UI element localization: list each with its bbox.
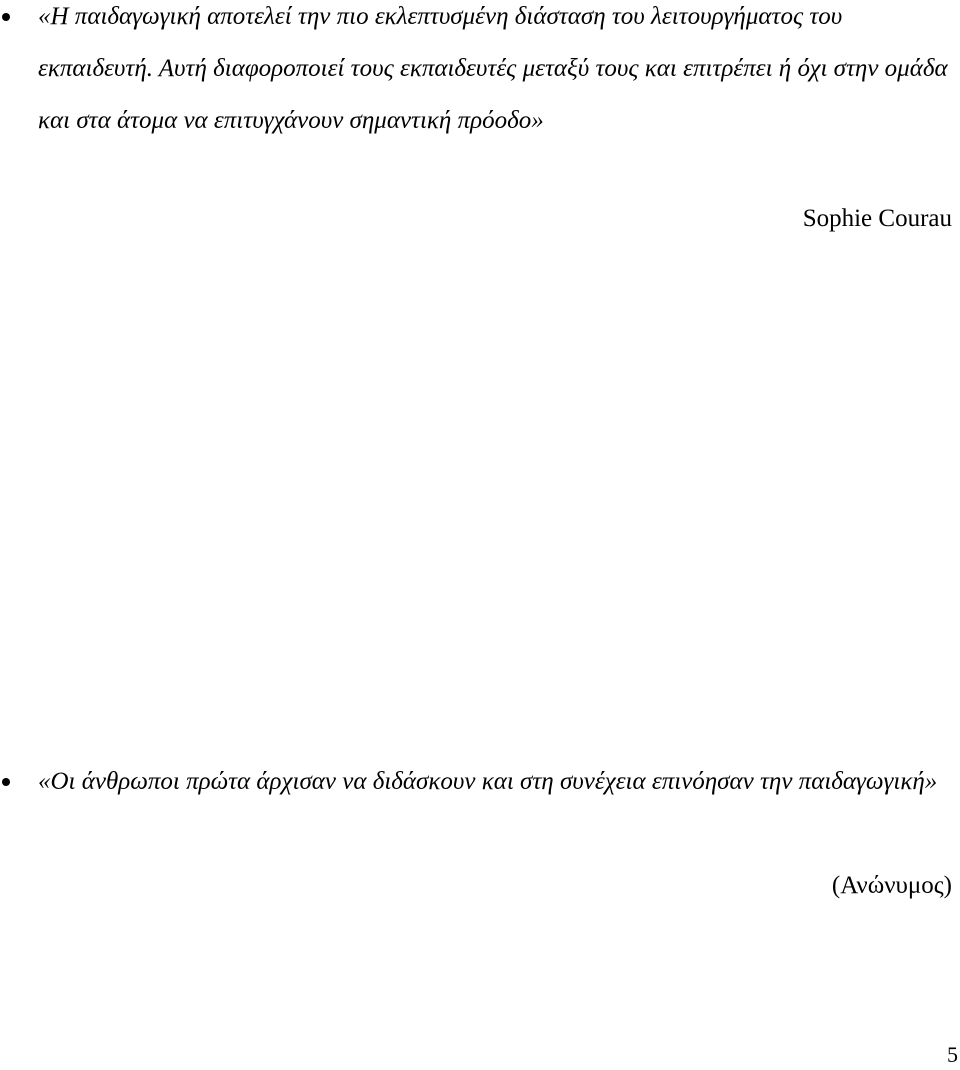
quote-text: «Η παιδαγωγική αποτελεί την πιο εκλεπτυσμένη διάσταση του λειτουργήματος του εκπαιδευτή. Αυτή διαφοροποιεί τους εκπαιδευτές μεταξύ τους και επιτρέπει ή όχι στην ομάδα και στα άτομα να επιτυγχάνουν σημαντική πρόοδο» (38, 3, 948, 134)
quote-text: «Οι άνθρωποι πρώτα άρχισαν να διδάσκουν και στη συνέχεια επινόησαν την παιδαγωγική» (38, 768, 938, 795)
bullet-icon (2, 778, 10, 786)
page-number: 5 (947, 1042, 958, 1067)
quote-author: Sophie Courau (802, 205, 952, 232)
bullet-icon (2, 13, 10, 21)
quote-author: (Ανώνυμος) (831, 872, 952, 899)
